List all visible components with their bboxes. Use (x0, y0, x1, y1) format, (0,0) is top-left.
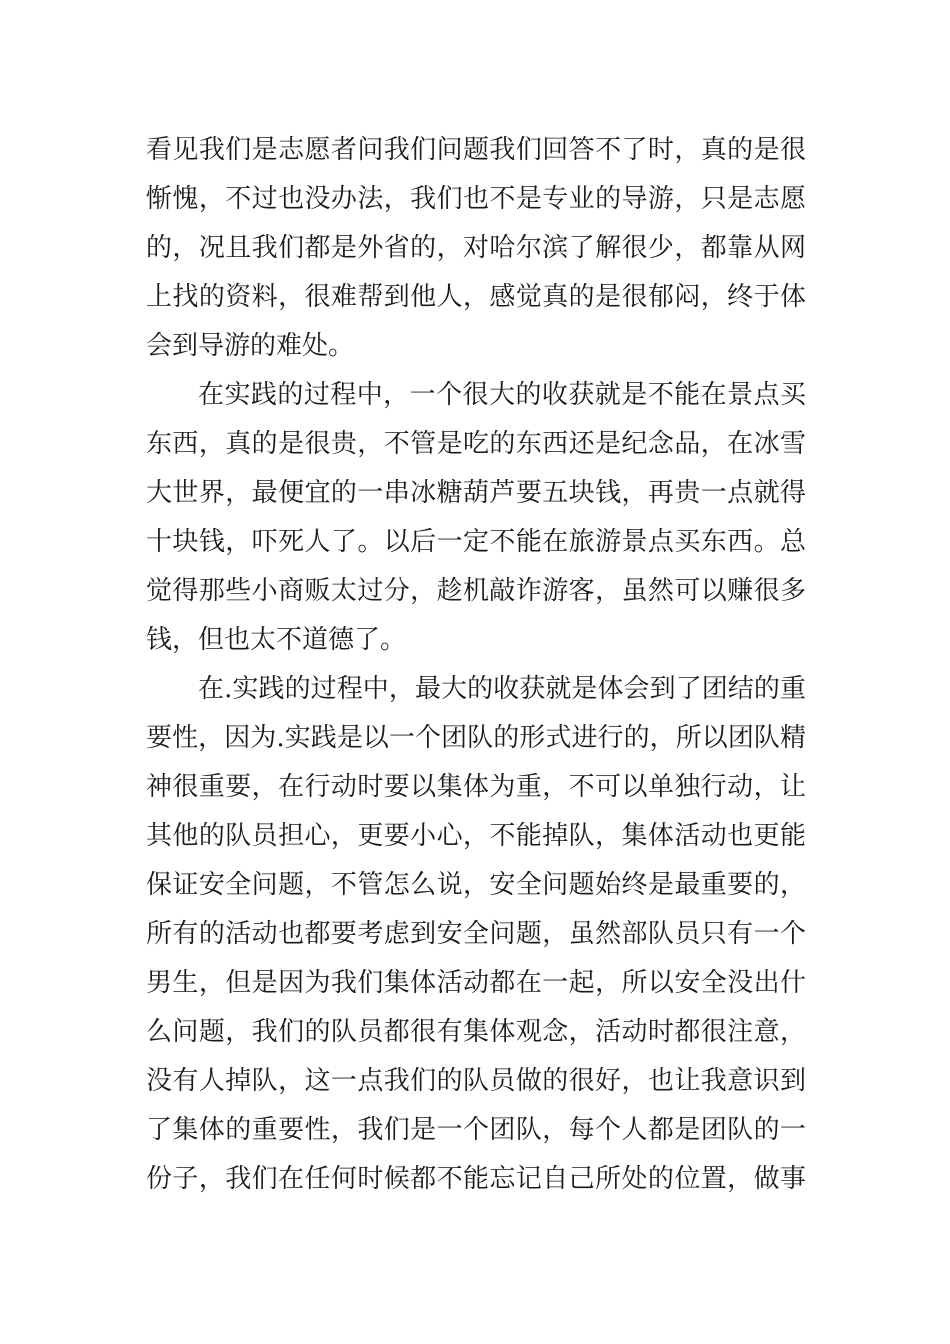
paragraph-2 (146, 371, 806, 665)
text-line: 其他的队员担心，更要小心，不能掉队，集体活动也更能 (146, 821, 806, 851)
text-line: 神很重要，在行动时要以集体为重，不可以单独行动，让 (146, 772, 806, 802)
text-line: 钱，但也太不道德了。 (146, 625, 407, 655)
text-line: 东西，真的是很贵，不管是吃的东西还是纪念品，在冰雪 (146, 429, 806, 459)
text-line: 的，况且我们都是外省的，对哈尔滨了解很少，都靠从网 (146, 233, 806, 263)
text-line: 看见我们是志愿者问我们问题我们回答不了时，真的是很 (146, 135, 806, 165)
text-line: 在.实践的过程中，最大的收获就是体会到了团结的重 (198, 674, 806, 704)
text-line: 所有的活动也都要考虑到安全问题，虽然部队员只有一个 (146, 919, 806, 949)
text-line: 要性，因为.实践是以一个团队的形式进行的，所以团队精 (146, 723, 806, 753)
text-line: 十块钱，吓死人了。以后一定不能在旅游景点买东西。总 (146, 527, 806, 557)
document-body (146, 126, 806, 1204)
text-line: 会到导游的难处。 (146, 331, 355, 361)
text-line: 么问题，我们的队员都很有集体观念，活动时都很注意， (146, 1017, 806, 1047)
paragraph-1 (146, 126, 806, 371)
text-line: 保证安全问题，不管怎么说，安全问题始终是最重要的， (146, 870, 806, 900)
text-line: 惭愧，不过也没办法，我们也不是专业的导游，只是志愿 (146, 184, 806, 214)
text-line: 觉得那些小商贩太过分，趁机敲诈游客，虽然可以赚很多 (146, 576, 806, 606)
text-line: 上找的资料，很难帮到他人，感觉真的是很郁闷，终于体 (146, 282, 806, 312)
text-line: 了集体的重要性，我们是一个团队，每个人都是团队的一 (146, 1115, 806, 1145)
text-line: 没有人掉队，这一点我们的队员做的很好，也让我意识到 (146, 1066, 806, 1096)
text-line: 份子，我们在任何时候都不能忘记自己所处的位置，做事 (146, 1164, 806, 1194)
text-line: 在实践的过程中，一个很大的收获就是不能在景点买 (198, 380, 806, 410)
text-line: 男生，但是因为我们集体活动都在一起，所以安全没出什 (146, 968, 806, 998)
text-line: 大世界，最便宜的一串冰糖葫芦要五块钱，再贵一点就得 (146, 478, 806, 508)
paragraph-3 (146, 665, 806, 1204)
